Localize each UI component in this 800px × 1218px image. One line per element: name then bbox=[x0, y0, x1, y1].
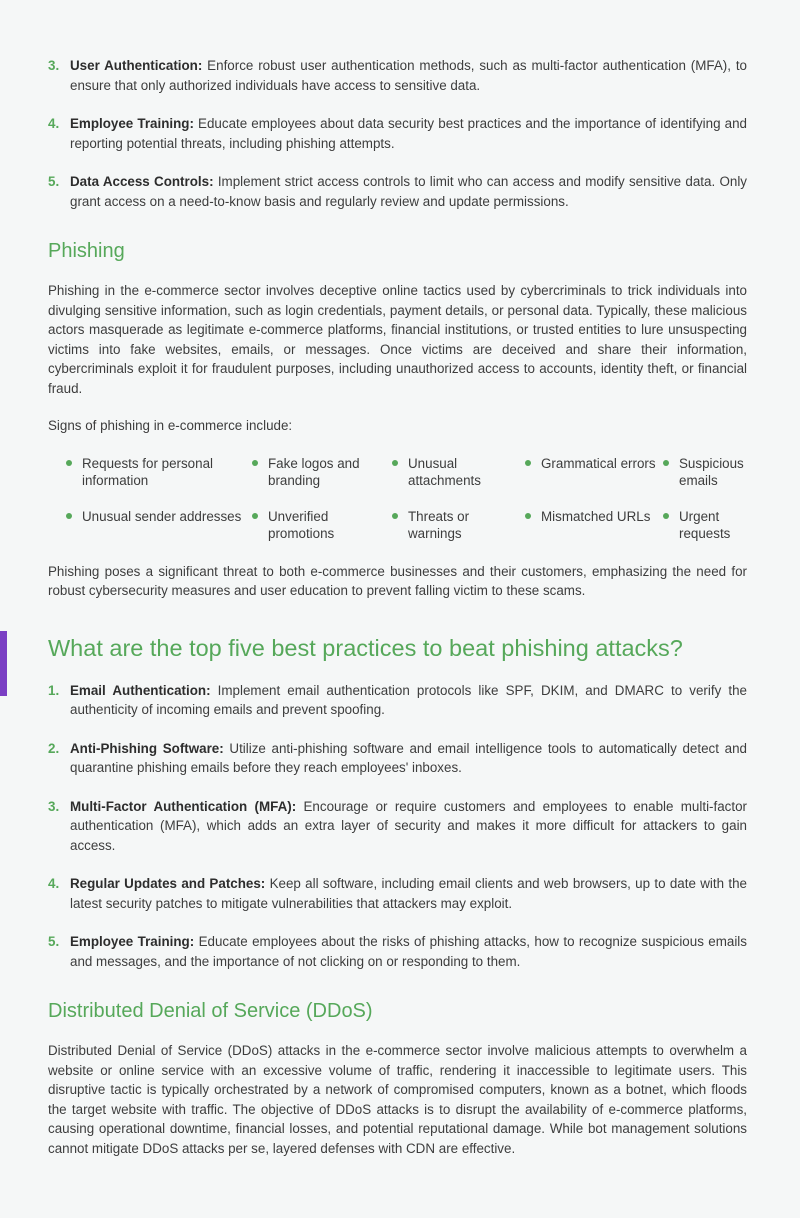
list-number: 5. bbox=[48, 174, 60, 189]
ddos-heading: Distributed Denial of Service (DDoS) bbox=[48, 1000, 373, 1022]
list-item bbox=[48, 797, 747, 856]
sign-item: Mismatched URLs bbox=[523, 508, 661, 542]
phishing-signs-grid bbox=[64, 455, 747, 542]
list-number: 4. bbox=[48, 116, 60, 131]
list-text: Keep all software, including email clients and web browsers, up to date with the latest security patches to mitigate vulnerabilities that attackers may exploit. bbox=[70, 876, 747, 911]
bullet-icon bbox=[66, 513, 72, 519]
list-item bbox=[48, 739, 747, 778]
list-item bbox=[48, 172, 747, 211]
bullet-icon bbox=[525, 513, 531, 519]
bullet-icon bbox=[663, 460, 669, 466]
list-text: Encourage or require customers and employees to enable multi-factor authentication (MFA), which adds an extra layer of security and makes it more difficult for attackers to gain access. bbox=[70, 798, 747, 853]
bullet-icon bbox=[392, 460, 398, 466]
document-page bbox=[48, 56, 747, 1158]
best-practices-heading: What are the top five best practices to beat phishing attacks? bbox=[48, 634, 683, 661]
bullet-icon bbox=[252, 513, 258, 519]
list-text: Utilize anti-phishing software and email intelligence tools to automatically detect and quarantine phishing emails before they reach employees' inboxes. bbox=[70, 740, 747, 775]
sign-item: Unusual sender addresses bbox=[64, 508, 250, 542]
security-practices-list bbox=[48, 56, 747, 211]
sign-item: Unusual attachments bbox=[390, 455, 523, 489]
list-number: 4. bbox=[48, 876, 60, 891]
bullet-icon bbox=[66, 460, 72, 466]
list-text: Implement strict access controls to limit who can access and modify sensitive data. Only grant access on a need-to-know basis and regularly review and update permissions. bbox=[70, 174, 747, 209]
sign-item: Threats or warnings bbox=[390, 508, 523, 542]
sign-item: Fake logos and branding bbox=[250, 455, 390, 489]
bullet-icon bbox=[252, 460, 258, 466]
list-term: Employee Training: bbox=[70, 116, 194, 131]
bullet-icon bbox=[392, 513, 398, 519]
list-item bbox=[48, 932, 747, 971]
list-number: 1. bbox=[48, 682, 60, 698]
list-item bbox=[48, 874, 747, 913]
sign-item: Unverified promotions bbox=[250, 508, 390, 542]
list-term: Employee Training: bbox=[70, 934, 195, 949]
list-term: Regular Updates and Patches: bbox=[70, 876, 266, 891]
sign-item: Urgent requests bbox=[661, 508, 745, 542]
best-practices-list bbox=[48, 681, 747, 972]
list-text: Educate employees about the risks of phishing attacks, how to recognize suspicious emails and messages, and the importance of not clicking on or responding to them. bbox=[70, 934, 747, 969]
signs-label: Signs of phishing in e-commerce include: bbox=[48, 418, 293, 433]
list-term: User Authentication: bbox=[70, 58, 203, 73]
phishing-closing: Phishing poses a significant threat to both e-commerce businesses and their customers, emphasizing the need for robust cybersecurity measures and user education to prevent falling victim to these scams. bbox=[48, 563, 747, 598]
list-text: Enforce robust user authentication methods, such as multi-factor authentication (MFA), to ensure that only authorized individuals have access to sensitive data. bbox=[70, 58, 747, 93]
list-number: 3. bbox=[48, 798, 60, 814]
list-term: Email Authentication: bbox=[70, 682, 211, 698]
bullet-icon bbox=[663, 513, 669, 519]
bullet-icon bbox=[525, 460, 531, 466]
list-item bbox=[48, 114, 747, 153]
sign-item: Suspicious emails bbox=[661, 455, 745, 489]
phishing-heading: Phishing bbox=[48, 240, 125, 262]
list-number: 3. bbox=[48, 58, 60, 73]
list-number: 2. bbox=[48, 740, 60, 756]
list-item bbox=[48, 681, 747, 720]
list-term: Data Access Controls: bbox=[70, 174, 214, 189]
list-term: Anti-Phishing Software: bbox=[70, 740, 224, 756]
phishing-intro: Phishing in the e-commerce sector involves deceptive online tactics used by cybercriminals to trick individuals into divulging sensitive information, such as login credentials, payment details, or personal data. Typically, these malicious actors masquerade as legitimate e-commerce platforms, financial institutions, or trusted entities to lure unsuspecting victims into fake websites, emails, or messages. Once victims are deceived and share their information, cybercriminals exploit it for fraudulent purposes, including unauthorized access to accounts, identity theft, or financial fraud. bbox=[48, 283, 747, 396]
list-item bbox=[48, 56, 747, 95]
sign-item: Grammatical errors bbox=[523, 455, 661, 489]
list-text: Educate employees about data security best practices and the importance of identifying and reporting potential threats, including phishing attempts. bbox=[70, 116, 747, 151]
list-number: 5. bbox=[48, 934, 60, 949]
list-term: Multi-Factor Authentication (MFA): bbox=[70, 798, 297, 814]
list-text: Implement email authentication protocols like SPF, DKIM, and DMARC to verify the authenticity of incoming emails and prevent spoofing. bbox=[70, 682, 748, 717]
side-tab-marker bbox=[0, 631, 7, 696]
sign-item: Requests for personal information bbox=[64, 455, 250, 489]
ddos-body: Distributed Denial of Service (DDoS) attacks in the e-commerce sector involve malicious attempts to overwhelm a website or online service with an excessive volume of traffic, rendering it inaccessible to legitimate users. This disruptive tactic is typically orchestrated by a network of compromised computers, known as a botnet, which floods the target website with traffic. The objective of DDoS attacks is to disrupt the availability of e-commerce platforms, causing operational downtime, financial losses, and potential reputational damage. While bot management solutions cannot mitigate DDoS attacks per se, layered defenses with CDN are effective. bbox=[48, 1043, 747, 1156]
